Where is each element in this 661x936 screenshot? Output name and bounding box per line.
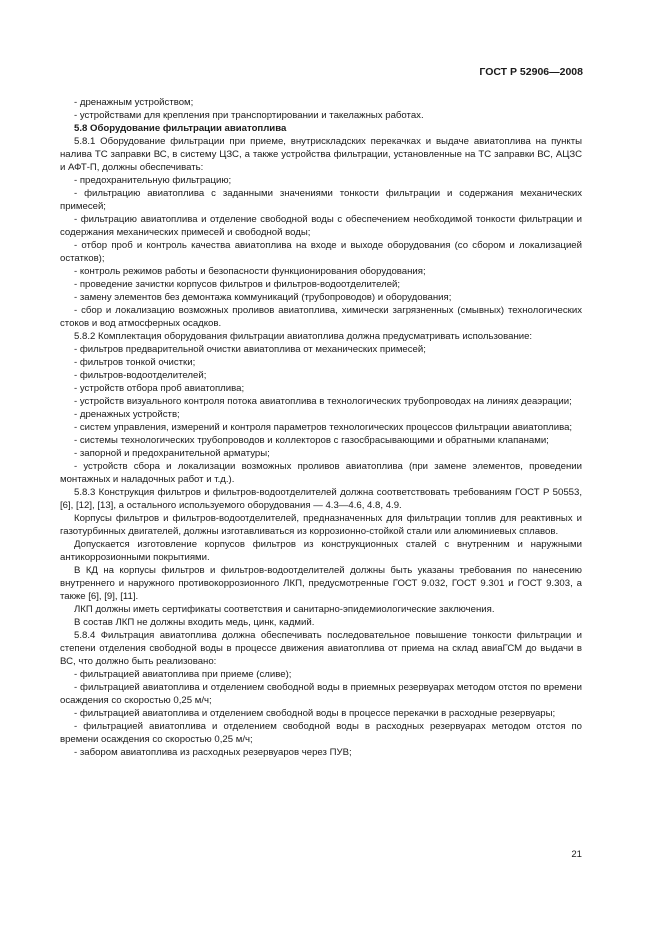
paragraph: - фильтрацию авиатоплива и отделение свободной воды с обеспечением необходимой тонкости фильтрации и содержания механических примесей и свободной воды;: [60, 214, 582, 238]
page-number: 21: [571, 849, 582, 860]
paragraph: Корпусы фильтров и фильтров-водоотделителей, предназначенных для фильтрации топлив для реактивных и газотурбинных двигателей, должны изготавливаться из коррозионно-стойкой стали или алюминиевых сплавов.: [60, 513, 582, 537]
paragraph: 5.8.3 Конструкция фильтров и фильтров-водоотделителей должна соответствовать требованиям ГОСТ Р 50553, [6], [12], [13], а остального используемого оборудования — 4.3—4.6, 4.8, 4.9.: [60, 487, 582, 511]
paragraph: В состав ЛКП не должны входить медь, цинк, кадмий.: [74, 617, 315, 628]
paragraph: Допускается изготовление корпусов фильтров из конструкционных сталей с внутренним и наружными антикоррозионными покрытиями.: [60, 539, 582, 563]
document-body: [60, 96, 582, 759]
paragraph: 5.8.4 Фильтрация авиатоплива должна обеспечивать последовательное повышение тонкости фильтрации и степени отделения свободной воды в процессе движения авиатоплива от приема на склад авиаГСМ до выдачи в ВС, что должно быть реализовано:: [60, 630, 582, 667]
paragraph: - контроль режимов работы и безопасности функционирования оборудования;: [74, 266, 426, 277]
paragraph: - забором авиатоплива из расходных резервуаров через ПУВ;: [74, 747, 352, 758]
paragraph: - устройств визуального контроля потока авиатоплива в технологических трубопроводах на линиях деаэрации;: [74, 396, 572, 407]
paragraph: - запорной и предохранительной арматуры;: [74, 448, 270, 459]
section-heading: 5.8 Оборудование фильтрации авиатоплива: [74, 123, 287, 134]
paragraph: - фильтрацией авиатоплива и отделением свободной воды в процессе перекачки в расходные резервуары;: [74, 708, 556, 719]
paragraph: - систем управления, измерений и контроля параметров технологических процессов фильтрации авиатоплива;: [74, 422, 573, 433]
paragraph: - фильтрацией авиатоплива и отделением свободной воды в расходных резервуарах методом отстоя по времени осаждения со скоростью 0,25 м/ч;: [60, 721, 582, 745]
paragraph: - устройствами для крепления при транспортировании и такелажных работах.: [74, 110, 424, 121]
paragraph: - сбор и локализацию возможных проливов авиатоплива, химически загрязненных (смывных) технологических стоков и вод атмосферных осадков.: [60, 305, 582, 329]
paragraph: - фильтрацией авиатоплива при приеме (сливе);: [74, 669, 292, 680]
paragraph: В КД на корпусы фильтров и фильтров-водоотделителей должны быть указаны требования по нанесению внутреннего и наружного противокоррозионного ЛКП, предусмотренные ГОСТ 9.032, ГОСТ 9.301 и ГОСТ 9.303, а также [6], [9], [11].: [60, 565, 582, 602]
paragraph: - фильтров-водоотделителей;: [74, 370, 207, 381]
paragraph: - проведение зачистки корпусов фильтров и фильтров-водоотделителей;: [74, 279, 401, 290]
paragraph: - фильтров тонкой очистки;: [74, 357, 196, 368]
paragraph: 5.8.2 Комплектация оборудования фильтрации авиатоплива должна предусматривать использование:: [74, 331, 533, 342]
paragraph: - устройств отбора проб авиатоплива;: [74, 383, 245, 394]
paragraph: - фильтров предварительной очистки авиатоплива от механических примесей;: [74, 344, 426, 355]
paragraph: - фильтрацию авиатоплива с заданными значениями тонкости фильтрации и содержания механических примесей;: [60, 188, 582, 212]
paragraph: - замену элементов без демонтажа коммуникаций (трубопроводов) и оборудования;: [74, 292, 452, 303]
paragraph: 5.8.1 Оборудование фильтрации при приеме, внутрискладских перекачках и выдаче авиатоплива на пункты налива ТС заправки ВС, в систему ЦЗС, а также устройства фильтрации, установленные на ТС заправки ВС, АЦЗС и АФТ-П, должны обеспечивать:: [60, 136, 582, 173]
paragraph: - фильтрацией авиатоплива и отделением свободной воды в приемных резервуарах методом отстоя по времени осаждения со скоростью 0,25 м/ч;: [60, 682, 582, 706]
paragraph: - дренажных устройств;: [74, 409, 180, 420]
paragraph: - дренажным устройством;: [74, 97, 194, 108]
paragraph: - системы технологических трубопроводов и коллекторов с газосбрасывающими и обратными клапанами;: [74, 435, 549, 446]
paragraph: - предохранительную фильтрацию;: [74, 175, 232, 186]
paragraph: ЛКП должны иметь сертификаты соответствия и санитарно-эпидемиологические заключения.: [74, 604, 495, 615]
paragraph: - отбор проб и контроль качества авиатоплива на входе и выходе оборудования (со сбором и локализацией остатков);: [60, 240, 582, 264]
paragraph: - устройств сбора и локализации возможных проливов авиатоплива (при замене элементов, проведении монтажных и наладочных работ и т.д.).: [60, 461, 582, 485]
document-header: ГОСТ Р 52906—2008: [479, 66, 583, 78]
